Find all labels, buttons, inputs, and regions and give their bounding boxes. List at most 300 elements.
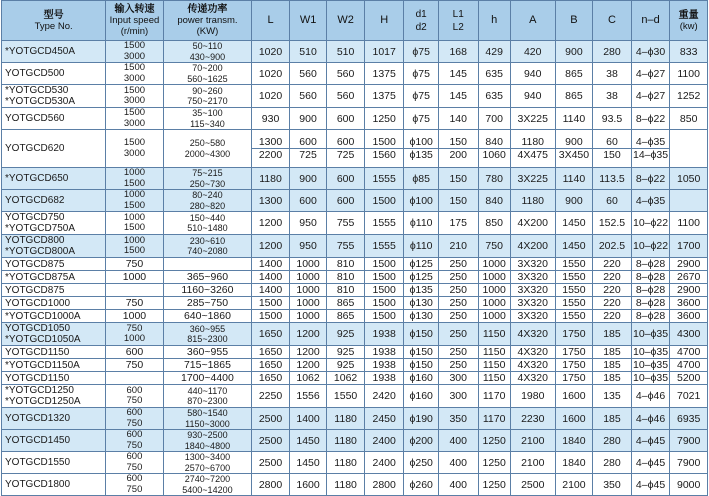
small-h-cell: 1000 — [478, 310, 510, 323]
l1-value: 200 — [439, 148, 478, 161]
type-cell — [2, 212, 106, 235]
l1-cell: 168 — [438, 41, 478, 63]
c-cell: 185 — [593, 346, 632, 359]
power-cell — [163, 385, 252, 408]
b-cell: 1450 — [555, 235, 593, 258]
type-cell — [2, 63, 106, 85]
h-cell: 2420 — [364, 385, 404, 408]
nd-cell: 8–ϕ28 — [631, 310, 670, 323]
b-cell: 900 — [555, 41, 593, 63]
power-cell — [163, 108, 252, 130]
a-cell: 2500 — [510, 474, 555, 496]
weight-cell: 833 — [670, 41, 708, 63]
type-label: *YOTGCD450A — [5, 46, 76, 57]
power-cell-line: 430~900 — [189, 51, 226, 62]
header-b: B — [555, 1, 593, 41]
nd-cell: 8–ϕ22 — [631, 108, 670, 130]
d-cell: ϕ75 — [404, 63, 438, 85]
a-value: 1180 — [521, 136, 545, 148]
power-cell-line: 1300~3400 — [184, 452, 231, 462]
d-value: ϕ135 — [404, 148, 437, 161]
l-cell: 1200 — [252, 235, 290, 258]
power-cell: 640~1860 — [163, 310, 252, 323]
l-value: 2200 — [252, 148, 289, 161]
header-row — [2, 1, 708, 41]
header-power: 传递功率 power transm. (KW) — [163, 1, 252, 41]
weight-cell: 1700 — [670, 235, 708, 258]
c-cell — [593, 130, 632, 168]
weight-cell: 7900 — [670, 430, 708, 452]
l1-value: 150 — [449, 136, 467, 148]
power-cell-line: 560~1625 — [187, 73, 228, 84]
l-cell: 2250 — [252, 385, 290, 408]
table-row — [2, 310, 708, 323]
l-cell: 1020 — [252, 63, 290, 85]
type-label: *YOTGCD800A — [5, 246, 76, 257]
header-speed: 输入转速 Input speed (r/min) — [106, 1, 163, 41]
type-label: YOTGCD1150 — [5, 346, 70, 358]
c-cell: 185 — [593, 359, 632, 372]
h-cell: 1500 — [364, 271, 404, 284]
weight-cell: 1050 — [670, 168, 708, 190]
speed-cell-line: 1000 — [123, 189, 146, 200]
d-cell: ϕ160 — [404, 385, 438, 408]
a-cell: 4X320 — [510, 323, 555, 346]
weight-cell: 6935 — [670, 408, 708, 430]
w1-cell: 1200 — [289, 359, 327, 372]
c-value: 60 — [606, 136, 618, 148]
speed-cell — [106, 41, 163, 63]
type-label: *YOTGCD530 — [5, 85, 69, 96]
table-row — [2, 474, 708, 496]
small-h-cell — [478, 130, 510, 168]
w1-cell: 950 — [289, 212, 327, 235]
l1-cell: 250 — [438, 323, 478, 346]
type-label: YOTGCD1450 — [5, 435, 71, 446]
type-label: *YOTGCD1250 — [5, 385, 74, 396]
b-cell: 1550 — [555, 271, 593, 284]
nd-cell: 8–ϕ28 — [631, 297, 670, 310]
b-cell: 1450 — [555, 212, 593, 235]
speed-cell-line: 600 — [126, 473, 143, 484]
power-cell-line: 35~100 — [192, 108, 223, 118]
w1-cell: 600 — [289, 190, 327, 212]
a-cell: 3X320 — [510, 297, 555, 310]
weight-cell: 2670 — [670, 271, 708, 284]
speed-cell — [106, 130, 163, 168]
speed-cell: 750 — [106, 359, 163, 372]
speed-cell — [106, 168, 163, 190]
table-row — [2, 323, 708, 346]
spec-table-body — [2, 41, 708, 496]
type-cell — [2, 346, 106, 359]
l1-cell — [438, 130, 478, 168]
w2-cell: 510 — [327, 41, 365, 63]
c-cell: 350 — [593, 474, 632, 496]
a-cell: 2100 — [510, 452, 555, 474]
d-cell: ϕ110 — [404, 212, 438, 235]
c-cell: 93.5 — [593, 108, 632, 130]
h-cell: 2800 — [364, 474, 404, 496]
speed-cell: 750 — [106, 258, 163, 271]
a-cell: 3X320 — [510, 271, 555, 284]
d-cell: ϕ130 — [404, 310, 438, 323]
b-cell: 1550 — [555, 310, 593, 323]
type-label: YOTGCD1800 — [5, 479, 71, 490]
power-cell-line: 440~1170 — [187, 385, 228, 396]
d-cell: ϕ150 — [404, 323, 438, 346]
nd-cell: 4–ϕ27 — [631, 85, 670, 108]
small-h-cell: 1170 — [478, 385, 510, 408]
d-cell: ϕ125 — [404, 258, 438, 271]
h-cell: 1938 — [364, 359, 404, 372]
speed-cell-line: 3000 — [123, 50, 146, 62]
speed-cell — [106, 108, 163, 130]
h-cell: 1500 — [364, 190, 404, 212]
b-cell: 865 — [555, 63, 593, 85]
w2-cell: 810 — [327, 284, 365, 297]
l1-cell: 250 — [438, 297, 478, 310]
speed-cell-line: 750 — [126, 461, 143, 473]
table-row — [2, 408, 708, 430]
l-cell — [252, 130, 290, 168]
small-h-cell: 1150 — [478, 372, 510, 385]
h-cell: 1500 — [364, 258, 404, 271]
w1-cell: 900 — [289, 168, 327, 190]
d-cell: ϕ150 — [404, 346, 438, 359]
nd-cell: 4–ϕ46 — [631, 408, 670, 430]
table-row — [2, 430, 708, 452]
d-cell: ϕ100 — [404, 190, 438, 212]
type-label: YOTGCD1050 — [5, 323, 71, 334]
table-row — [2, 41, 708, 63]
w1-cell: 1062 — [289, 372, 327, 385]
small-h-cell: 635 — [478, 85, 510, 108]
weight-cell: 1100 — [670, 63, 708, 85]
w1-cell: 1400 — [289, 408, 327, 430]
l-cell: 2500 — [252, 408, 290, 430]
header-l1-l2: L1 L2 — [438, 1, 478, 41]
nd-cell: 8–ϕ28 — [631, 284, 670, 297]
l-cell: 2800 — [252, 474, 290, 496]
type-cell — [2, 271, 106, 284]
table-row — [2, 297, 708, 310]
power-cell-line: 50~110 — [192, 41, 223, 51]
type-cell — [2, 474, 106, 496]
c-value: 150 — [593, 148, 631, 161]
c-cell: 152.5 — [593, 212, 632, 235]
power-cell-line: 870~2300 — [187, 396, 228, 406]
type-cell — [2, 297, 106, 310]
c-cell: 280 — [593, 41, 632, 63]
b-cell: 1840 — [555, 430, 593, 452]
l1-cell: 350 — [438, 408, 478, 430]
power-cell: 360~955 — [163, 346, 252, 359]
type-cell — [2, 168, 106, 190]
w2-cell: 925 — [327, 323, 365, 346]
h-cell: 2400 — [364, 452, 404, 474]
d-cell: ϕ135 — [404, 284, 438, 297]
header-w2: W2 — [327, 1, 365, 41]
c-cell: 135 — [593, 385, 632, 408]
w1-cell: 900 — [289, 108, 327, 130]
speed-cell-line: 1500 — [123, 107, 146, 118]
l-cell: 1180 — [252, 168, 290, 190]
b-cell: 1550 — [555, 284, 593, 297]
speed-cell-line: 1500 — [123, 137, 146, 148]
table-row — [2, 235, 708, 258]
w1-cell: 1000 — [289, 297, 327, 310]
w1-cell: 560 — [289, 85, 327, 108]
speed-cell-line: 750 — [126, 417, 143, 429]
type-cell — [2, 258, 106, 271]
b-value: 3X450 — [556, 148, 593, 161]
table-row — [2, 85, 708, 108]
w2-cell: 1180 — [327, 452, 365, 474]
l-cell: 1400 — [252, 271, 290, 284]
c-cell: 220 — [593, 310, 632, 323]
l-cell: 1400 — [252, 284, 290, 297]
speed-cell: 1000 — [106, 310, 163, 323]
h-cell: 1938 — [364, 346, 404, 359]
d-cell: ϕ200 — [404, 430, 438, 452]
nd-cell: 10–ϕ22 — [631, 212, 670, 235]
a-cell: 940 — [510, 63, 555, 85]
power-cell-line: 2000~4300 — [184, 148, 231, 159]
speed-cell-line: 1500 — [123, 199, 146, 211]
w1-cell — [289, 130, 327, 168]
header-w1: W1 — [289, 1, 327, 41]
l1-cell: 145 — [438, 85, 478, 108]
c-cell: 220 — [593, 258, 632, 271]
c-cell: 60 — [593, 190, 632, 212]
speed-cell — [106, 452, 163, 474]
power-cell — [163, 130, 252, 168]
l1-cell: 250 — [438, 310, 478, 323]
small-h-cell: 429 — [478, 41, 510, 63]
h-cell: 2450 — [364, 408, 404, 430]
type-label: YOTGCD1320 — [5, 413, 71, 424]
header-type: 型号 Type No. — [2, 1, 106, 41]
speed-cell-line: 3000 — [123, 117, 146, 129]
l1-cell: 210 — [438, 235, 478, 258]
h-value: 1560 — [365, 148, 404, 161]
a-cell: 2100 — [510, 430, 555, 452]
a-cell: 3X320 — [510, 310, 555, 323]
weight-cell: 4700 — [670, 359, 708, 372]
small-h-cell: 1250 — [478, 430, 510, 452]
power-cell — [163, 474, 252, 496]
b-cell — [555, 130, 593, 168]
h-cell: 1375 — [364, 85, 404, 108]
type-cell — [2, 108, 106, 130]
small-h-value: 840 — [485, 136, 503, 148]
d-cell: ϕ75 — [404, 108, 438, 130]
h-cell: 2400 — [364, 430, 404, 452]
type-label: *YOTGCD530A — [5, 96, 76, 107]
a-cell: 4X320 — [510, 359, 555, 372]
speed-cell-line: 1000 — [123, 234, 146, 246]
a-cell: 1980 — [510, 385, 555, 408]
small-h-cell: 1150 — [478, 359, 510, 372]
w1-cell: 560 — [289, 63, 327, 85]
small-h-cell: 1150 — [478, 323, 510, 346]
weight-cell: 3600 — [670, 310, 708, 323]
header-d1-d2: d1 d2 — [404, 1, 438, 41]
h-cell: 1375 — [364, 63, 404, 85]
w2-cell: 810 — [327, 258, 365, 271]
type-cell — [2, 130, 106, 168]
type-label: YOTGCD1550 — [5, 457, 71, 468]
b-cell: 865 — [555, 85, 593, 108]
table-row — [2, 212, 708, 235]
table-row — [2, 346, 708, 359]
power-cell-line: 360~955 — [189, 323, 226, 334]
speed-cell — [106, 372, 163, 385]
table-row — [2, 359, 708, 372]
table-row — [2, 258, 708, 271]
nd-cell: 10–ϕ22 — [631, 235, 670, 258]
l-cell: 1400 — [252, 258, 290, 271]
l1-cell: 250 — [438, 258, 478, 271]
speed-cell — [106, 235, 163, 258]
power-cell-line: 70~200 — [192, 63, 223, 73]
w2-cell: 600 — [327, 168, 365, 190]
small-h-cell: 1000 — [478, 284, 510, 297]
a-cell: 4X200 — [510, 235, 555, 258]
power-cell-line: 90~260 — [192, 85, 223, 96]
power-cell: 715~1865 — [163, 359, 252, 372]
b-cell: 1750 — [555, 359, 593, 372]
w2-cell: 1550 — [327, 385, 365, 408]
d-cell: ϕ150 — [404, 359, 438, 372]
speed-cell-line: 1000 — [123, 333, 146, 344]
power-cell-line: 510~1480 — [187, 223, 228, 233]
h-cell: 1250 — [364, 108, 404, 130]
weight-cell: 7021 — [670, 385, 708, 408]
type-label: YOTGCD620 — [5, 143, 65, 154]
d-cell: ϕ75 — [404, 85, 438, 108]
b-value: 900 — [565, 136, 583, 148]
w2-cell: 1062 — [327, 372, 365, 385]
small-h-cell: 780 — [478, 168, 510, 190]
weight-cell: 4700 — [670, 346, 708, 359]
w2-cell: 560 — [327, 85, 365, 108]
power-cell — [163, 430, 252, 452]
type-label: YOTGCD800 — [5, 235, 65, 246]
speed-cell-line: 3000 — [123, 95, 146, 106]
nd-cell: 4–ϕ30 — [631, 41, 670, 63]
a-cell: 4X320 — [510, 346, 555, 359]
c-cell: 38 — [593, 63, 632, 85]
nd-value: 4–ϕ35 — [635, 136, 666, 148]
l1-cell: 300 — [438, 372, 478, 385]
power-cell — [163, 258, 252, 271]
power-cell-line: 75~215 — [192, 168, 223, 178]
h-cell: 1500 — [364, 310, 404, 323]
b-cell: 1750 — [555, 346, 593, 359]
nd-cell: 10–ϕ35 — [631, 323, 670, 346]
small-h-cell: 1250 — [478, 452, 510, 474]
spec-table — [1, 0, 708, 496]
power-cell-line: 1840~4800 — [184, 440, 231, 451]
h-cell: 1017 — [364, 41, 404, 63]
l-cell: 1020 — [252, 85, 290, 108]
speed-cell-line: 600 — [126, 407, 143, 418]
type-cell — [2, 235, 106, 258]
table-row — [2, 372, 708, 385]
power-cell-line: 580~1540 — [187, 408, 228, 418]
d-cell: ϕ250 — [404, 452, 438, 474]
w1-cell: 1200 — [289, 346, 327, 359]
l-value: 1300 — [258, 136, 283, 148]
w1-cell: 1000 — [289, 271, 327, 284]
type-label: *YOTGCD1150A — [5, 359, 80, 371]
speed-cell-line: 1500 — [123, 245, 146, 256]
l1-cell: 250 — [438, 346, 478, 359]
h-cell: 1500 — [364, 297, 404, 310]
power-cell-line: 280~820 — [189, 200, 226, 211]
a-cell: 3X225 — [510, 108, 555, 130]
b-cell: 1840 — [555, 452, 593, 474]
w2-value: 725 — [327, 148, 364, 161]
d-cell: ϕ130 — [404, 297, 438, 310]
type-label: *YOTGCD875A — [5, 271, 76, 283]
header-a: A — [510, 1, 555, 41]
type-cell — [2, 385, 106, 408]
l1-cell: 250 — [438, 284, 478, 297]
h-cell: 1555 — [364, 212, 404, 235]
speed-cell — [106, 85, 163, 108]
type-cell — [2, 284, 106, 297]
small-h-cell: 840 — [478, 190, 510, 212]
nd-cell: 4–ϕ27 — [631, 63, 670, 85]
w1-cell: 510 — [289, 41, 327, 63]
nd-cell: 4–ϕ46 — [631, 385, 670, 408]
nd-cell: 4–ϕ45 — [631, 430, 670, 452]
l-cell: 1300 — [252, 190, 290, 212]
type-cell — [2, 310, 106, 323]
power-cell — [163, 190, 252, 212]
w2-cell: 600 — [327, 190, 365, 212]
power-cell-line: 115~340 — [190, 118, 225, 129]
weight-cell: 4300 — [670, 323, 708, 346]
type-label: YOTGCD560 — [5, 113, 65, 124]
a-cell: 3X320 — [510, 258, 555, 271]
w2-cell: 925 — [327, 346, 365, 359]
nd-cell: 4–ϕ45 — [631, 474, 670, 496]
power-cell — [163, 63, 252, 85]
type-label: YOTGCD682 — [5, 195, 65, 206]
speed-cell — [106, 474, 163, 496]
h-cell — [364, 130, 404, 168]
weight-cell — [670, 130, 708, 168]
power-cell — [163, 41, 252, 63]
c-cell: 280 — [593, 452, 632, 474]
l1-cell: 250 — [438, 271, 478, 284]
power-cell-line: 740~2080 — [187, 246, 228, 256]
power-cell — [163, 452, 252, 474]
c-cell: 38 — [593, 85, 632, 108]
small-h-cell: 850 — [478, 212, 510, 235]
table-row — [2, 385, 708, 408]
a-cell: 4X200 — [510, 212, 555, 235]
type-cell — [2, 408, 106, 430]
power-cell — [163, 85, 252, 108]
l-cell: 2500 — [252, 452, 290, 474]
type-cell — [2, 190, 106, 212]
type-label: YOTGCD750 — [5, 212, 65, 223]
